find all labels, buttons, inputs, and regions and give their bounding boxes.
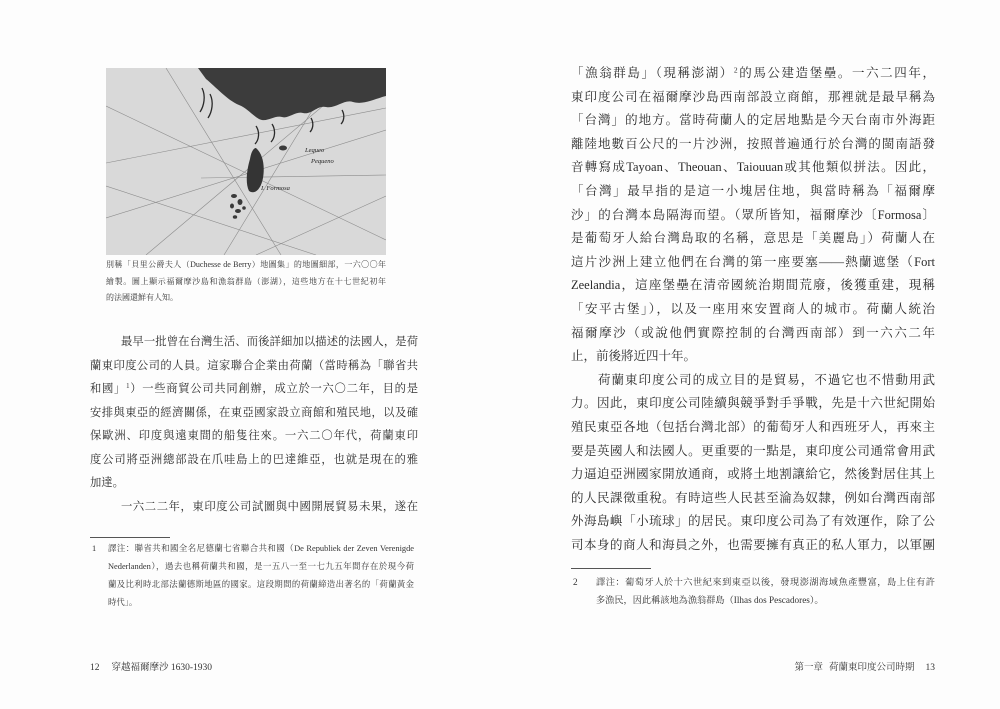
body-line: 和國」$^1$）一些商貿公司共同創辦，成立於一六〇二年，目的是 — [90, 382, 418, 395]
footnote-rule — [90, 537, 170, 538]
body-line: Zeelandia，這座堡壘在清帝國統治期間荒廢，後獲重建，現稱 — [571, 278, 935, 293]
running-head: 穿越福爾摩沙 1630-1930 — [111, 663, 213, 673]
chapter-number: 第一章 — [794, 663, 823, 673]
body-line: 東印度公司在福爾摩沙島西南部設立商館，那裡就是最早稱為 — [571, 89, 935, 104]
body-line: 福爾摩沙（或說他們實際控制的台灣西南部）到一六六二年 — [571, 325, 935, 340]
body-line: 止，前後將近四十年。 — [571, 349, 697, 364]
paragraph — [90, 331, 418, 496]
body-line: 加達。 — [90, 477, 124, 489]
footnote-text — [108, 540, 414, 612]
body-line: 離陸地數百公尺的一片沙洲，按照普遍通行於台灣的閩南語發 — [571, 136, 935, 151]
body-line: 沙」的台灣本島隔海而望。（眾所皆知，福爾摩沙〔Formosa〕 — [571, 207, 935, 222]
paragraph — [90, 496, 418, 520]
left-body-text — [90, 331, 418, 519]
map-illustration — [106, 68, 386, 255]
caption-line: 別稱「貝里公爵夫人（Duchesse de Berry）地圖集」的地圖細部，一六〇〇年 — [106, 260, 386, 269]
footnote-line: 譯注：聯省共和國全名尼德蘭七省聯合共和國（De Republiek der Zeven Verenigde — [108, 544, 414, 553]
footnote-line: 時代」。 — [108, 598, 138, 607]
right-folio — [794, 661, 935, 675]
footnote-ref: 2 — [733, 65, 738, 75]
map-label-pequeno: Pequeno — [311, 158, 334, 165]
paragraph — [571, 369, 935, 558]
body-line: 的人民課徵重稅。有時這些人民甚至淪為奴隸，例如台灣西南部 — [571, 490, 935, 505]
body-line: 蘭東印度公司的人員。這家聯合企業由荷蘭（當時稱為「聯省共 — [90, 359, 418, 372]
body-line: 「安平古堡」），以及一座用來安置商人的城市。荷蘭人統治 — [571, 301, 935, 316]
left-folio — [90, 661, 212, 675]
body-line: 司本身的商人和海員之外，也需要擁有真正的私人軍力，以軍團 — [571, 537, 935, 552]
body-line: 殖民東亞各地（包括台灣北部）的葡萄牙人和西班牙人，再來主 — [571, 419, 935, 434]
footnote-line: 譯注：葡萄牙人於十六世紀來到東亞以後，發現澎湖海域魚產豐富，島上住有許 — [596, 577, 935, 587]
body-line: 度公司將亞洲總部設在爪哇島上的巴達維亞，也就是現在的雅 — [90, 453, 418, 466]
body-line: 一六二二年，東印度公司試圖與中國開展貿易未果，遂在 — [121, 500, 418, 513]
body-line: 荷蘭東印度公司的成立目的是貿易，不過它也不惜動用武 — [598, 372, 935, 387]
chapter-title: 荷蘭東印度公司時期 — [828, 663, 915, 673]
footnote-line: 蘭及比利時北部法蘭德斯地區的國家。這段期間的荷蘭締造出著名的「荷蘭黃金 — [108, 580, 414, 589]
body-line: 最早一批曾在台灣生活、而後詳細加以描述的法國人，是荷 — [121, 336, 418, 348]
old-map-image — [106, 68, 386, 255]
body-line: 力。因此，東印度公司陸續與競爭對手爭戰，先是十六世紀開始 — [571, 396, 935, 411]
caption-line: 繪製。圖上顯示福爾摩沙島和漁翁群島（澎湖），這些地方在十七世紀初年 — [106, 276, 386, 286]
body-line: 是葡萄牙人給台灣島取的名稱，意思是「美麗島」）荷蘭人在 — [571, 231, 935, 246]
body-line: 「漁翁群島」（現稱澎湖）$^2$的馬公建造堡壘。一六二四年， — [571, 65, 935, 80]
footnote-number: 1 — [92, 544, 97, 553]
caption-line: 的法國還鮮有人知。 — [106, 293, 178, 302]
footnote — [90, 540, 414, 612]
page-number: 12 — [90, 663, 100, 673]
paragraph — [571, 62, 935, 369]
body-line: 要是英國人和法國人。更重要的一點是，東印度公司通常會用武 — [571, 443, 935, 458]
map-caption — [106, 257, 386, 307]
body-line: 力逼迫亞洲國家開放通商，或將土地割讓給它，然後對居住其上 — [571, 467, 935, 482]
map-label-formosa: I. Formosa — [261, 185, 290, 192]
footnote-line: 多漁民，因此稱該地為漁翁群島（Ilhas dos Pescadores）。 — [596, 595, 824, 605]
footnote-number: 2 — [573, 577, 578, 587]
footnote-line: Nederlanden），過去也稱荷蘭共和國，是一五八一至一七九五年間存在於現今荷 — [108, 562, 414, 571]
body-line: 這片沙洲上建立他們在台灣的第一座要塞——熱蘭遮堡（Fort — [571, 254, 935, 269]
island-lequeo — [279, 146, 287, 151]
body-line: 安排與東亞的經濟關係，在東亞國家設立商館和殖民地，以及確 — [90, 406, 418, 419]
body-line: 保歐洲、印度與遠東間的船隻往來。一六二〇年代，荷蘭東印 — [90, 430, 418, 442]
body-line: 「台灣」的地方。當時荷蘭人的定居地點是今天台南市外海距 — [571, 113, 935, 128]
body-line: 外海島嶼「小琉球」的居民。東印度公司為了有效運作，除了公 — [571, 514, 935, 529]
page-number: 13 — [925, 663, 935, 673]
footnote-text — [596, 573, 935, 609]
body-line: 音轉寫成Tayoan、Theouan、Taiouuan或其他類似拼法。因此， — [571, 160, 935, 175]
footnote-ref: 1 — [126, 382, 130, 390]
footnote — [571, 573, 935, 609]
body-line: 「台灣」最早指的是這一小塊居住地，與當時稱為「福爾摩 — [571, 183, 935, 198]
right-body-text — [571, 62, 935, 557]
map-label-lequeo: Lequeo — [305, 147, 325, 154]
footnote-rule — [571, 568, 651, 569]
